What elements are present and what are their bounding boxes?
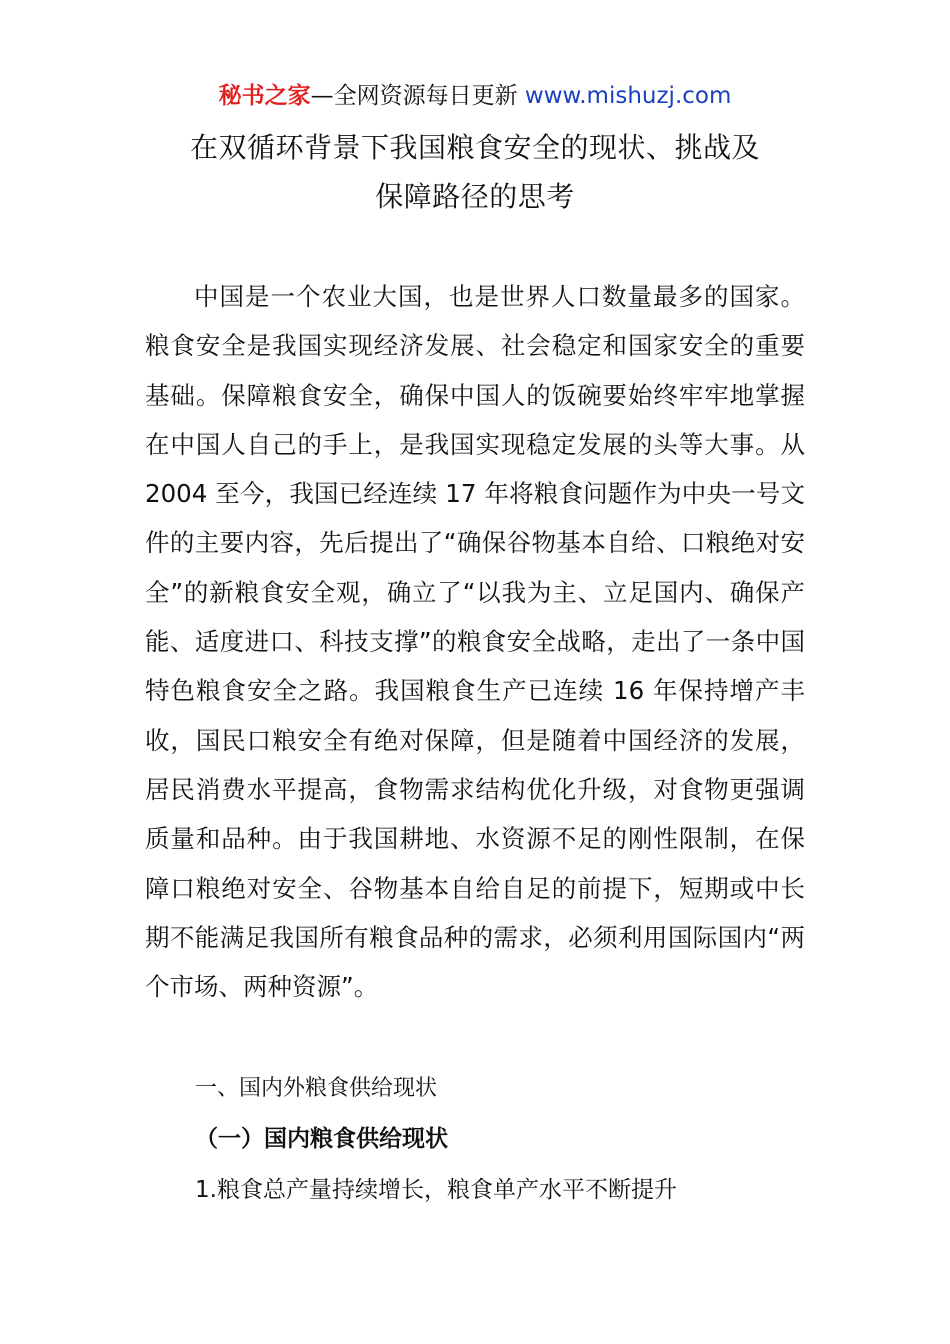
section-heading: 一、国内外粮食供给现状 [195,1076,438,1101]
item-heading: 1.粮食总产量持续增长，粮食单产水平不断提升 [195,1177,677,1203]
site-brand: 秘书之家 [218,83,311,109]
title-line-2: 保障路径的思考 [375,180,575,213]
document-title [120,123,830,221]
site-header [0,80,950,112]
intro-paragraph: 中国是一个农业大国，也是世界人口数量最多的国家。粮食安全是我国实现经济发展、社会稳定和国家安全的重要基础。保障粮食安全，确保中国人的饭碗要始终牢牢地掌握在中国人自己的手上，是我国实现稳定发展的头等大事。从 2004 至今，我国已经连续 17 年将粮食问题作为中央一号文件的主要内容，先后提出了“确保谷物基本自给、口粮绝对安全”的新粮食安全观，确立了“以我为主、立足国内、确保产能、适度进口、科技支撑”的粮食安全战略，走出了一条中国特色粮食安全之路。我国粮食生产已连续 16 年保持增产丰收，国民口粮安全有绝对保障，但是随着中国经济的发展，居民消费水平提高，食物需求结构优化升级，对食物更强调质量和品种。由于我国耕地、水资源不足的刚性限制，在保障口粮绝对安全、谷物基本自给自足的前提下，短期或中长期不能满足我国所有粮食品种的需求，必须利用国际国内“两个市场、两种资源”。 [145,282,805,1002]
subsection-heading: （一）国内粮食供给现状 [195,1126,448,1152]
site-slogan: —全网资源每日更新 [310,83,518,109]
site-url-link[interactable]: www.mishuzj.com [524,83,732,109]
title-line-1: 在双循环背景下我国粮食安全的现状、挑战及 [189,131,760,164]
